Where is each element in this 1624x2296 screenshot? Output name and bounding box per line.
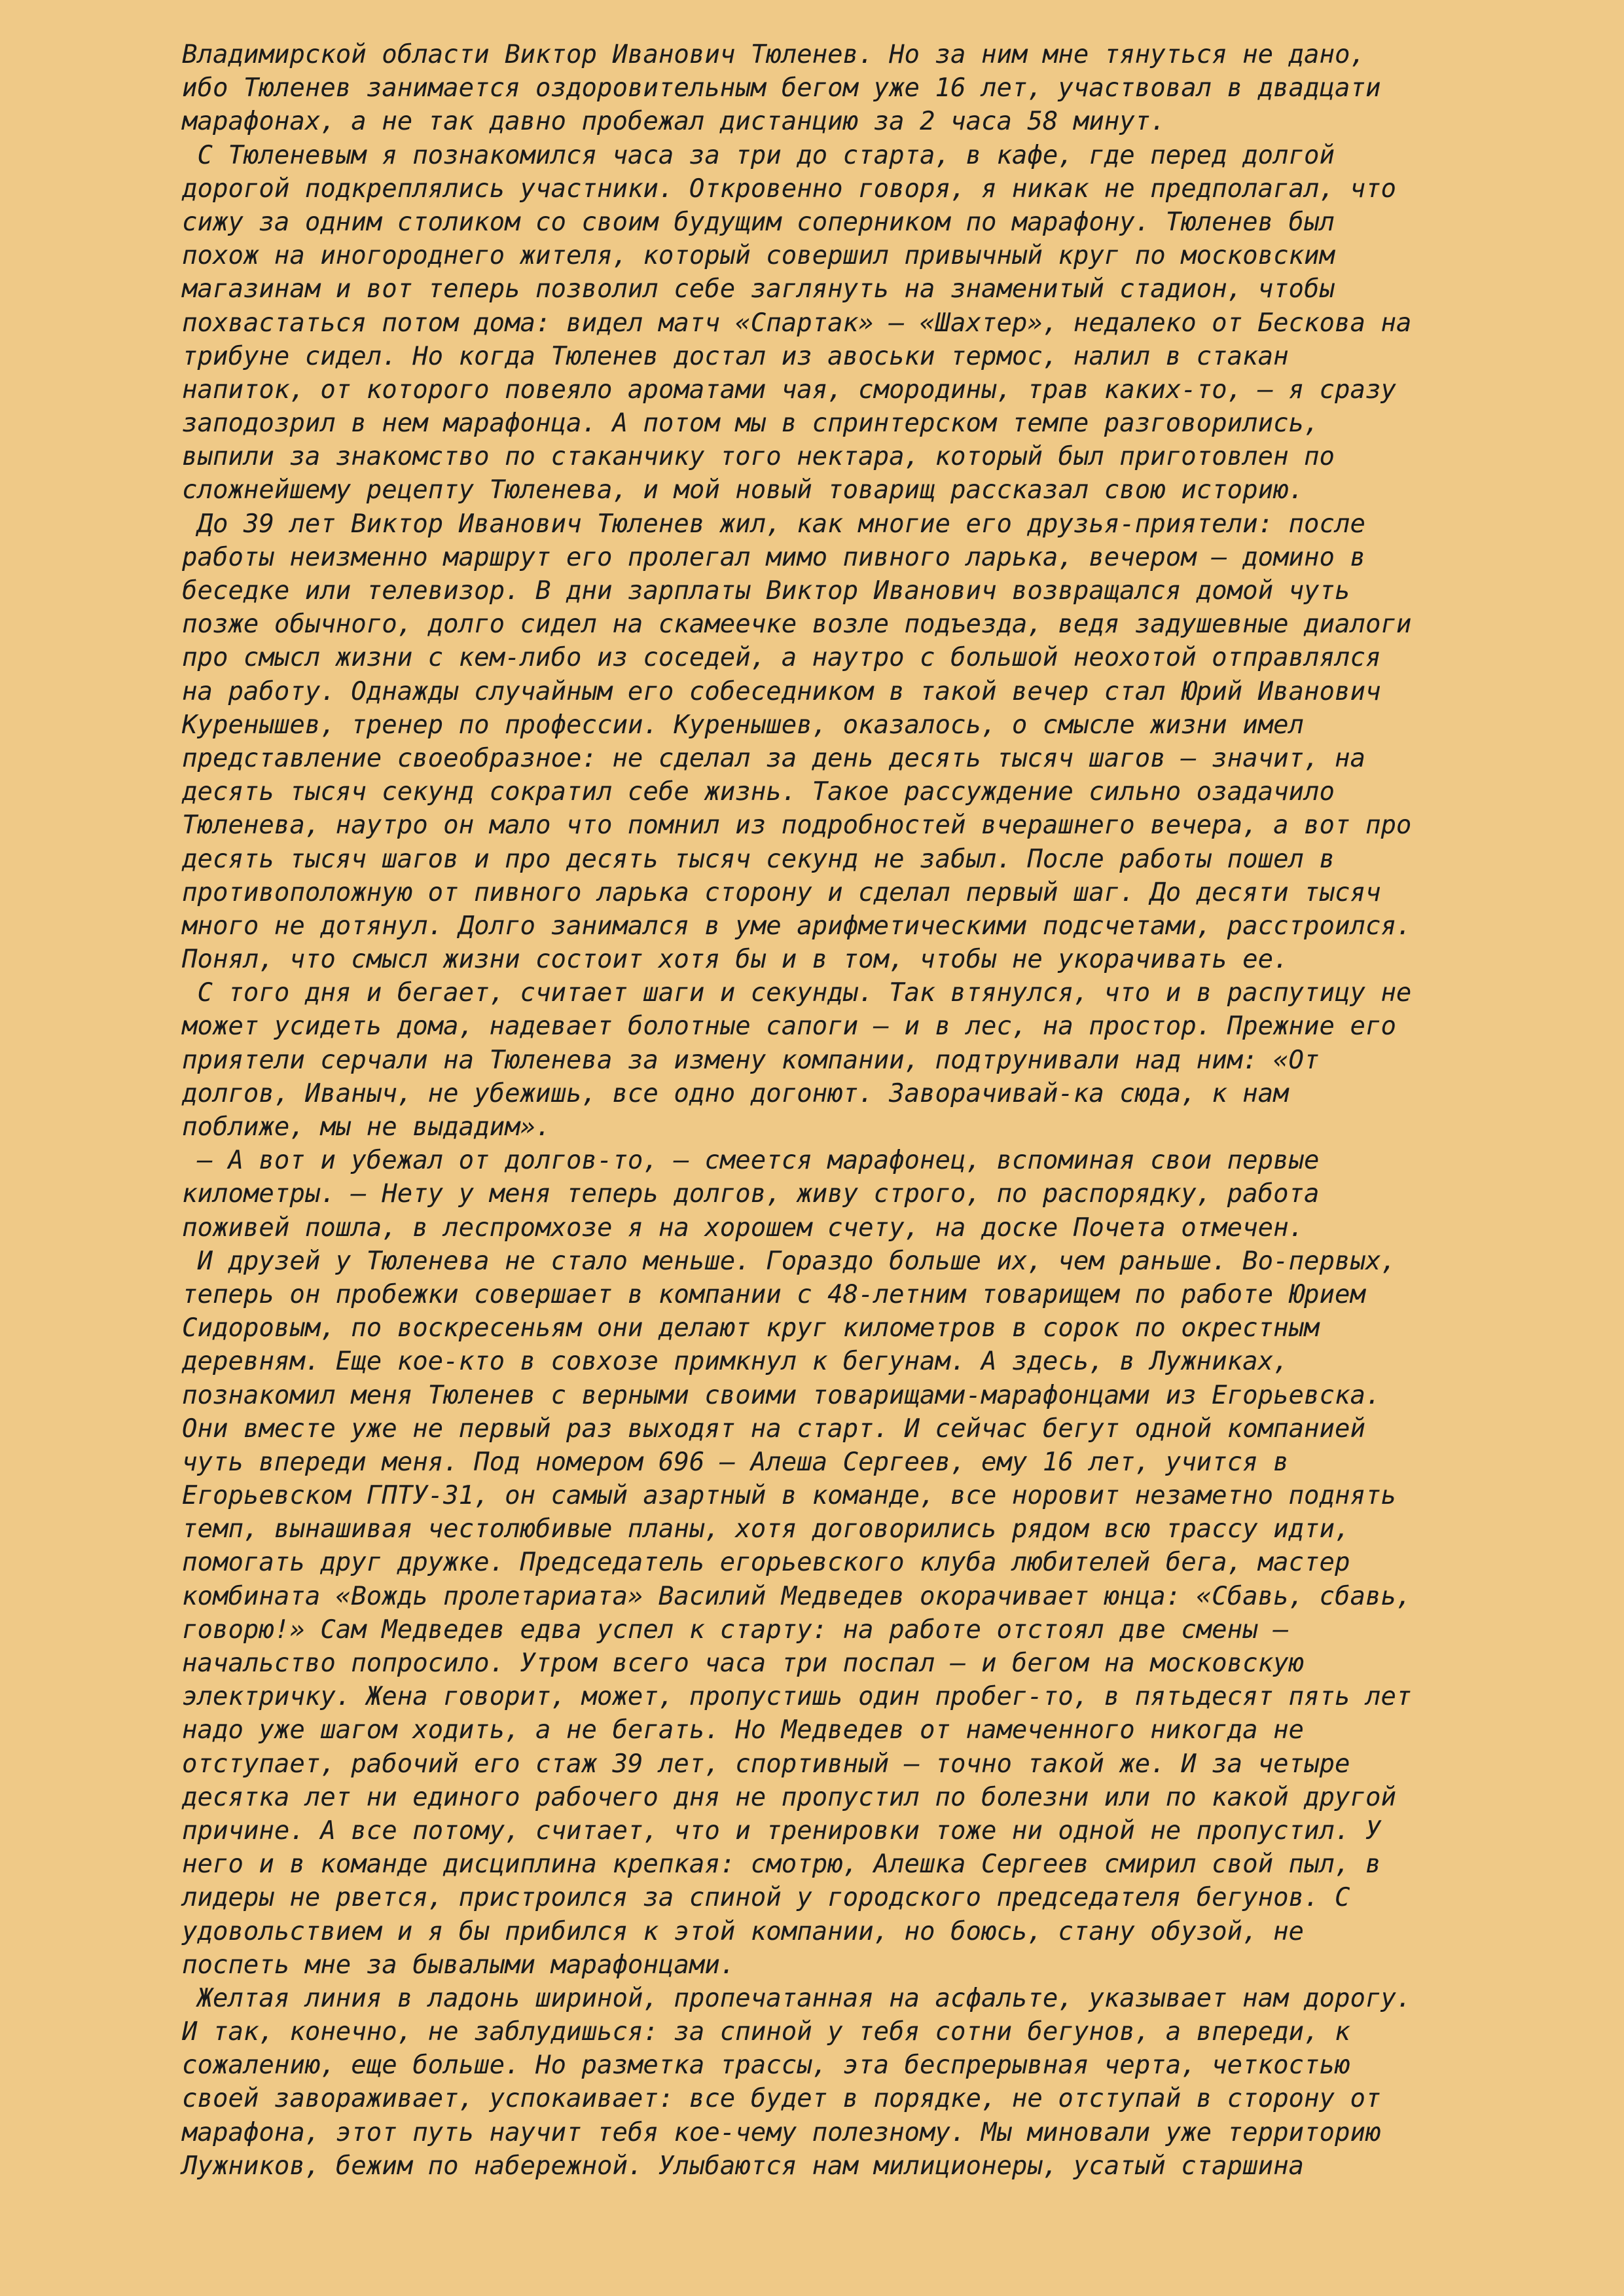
text-line: ибо Тюленев занимается оздоровительным бегом уже 16 лет, участвовал в двадцати <box>182 73 1381 103</box>
text-line: познакомил меня Тюленев с верными своими товарищами-марафонцами из Егорьевска. <box>182 1380 1381 1410</box>
text-line: удовольствием и я бы прибился к этой компании, но боюсь, стану обузой, не <box>182 1916 1305 1946</box>
text-line: Владимирской области Виктор Иванович Тюленев. Но за ним мне тянуться не дано, <box>182 40 1365 69</box>
text-line: Лужников, бежим по набережной. Улыбаются нам милиционеры, усатый старшина <box>182 2151 1305 2181</box>
text-line: километры. – Нету у меня теперь долгов, живу строго, по распорядку, работа <box>182 1179 1320 1209</box>
text-line: Тюленева, наутро он мало что помнил из подробностей вчерашнего вечера, а вот про <box>182 811 1412 841</box>
text-line: много не дотянул. Долго занимался в уме арифметическими подсчетами, расстроился. <box>182 911 1412 941</box>
text-line: темп, вынашивая честолюбивые планы, хотя договорились рядом всю трассу идти, <box>182 1514 1350 1544</box>
text-line: на работу. Однажды случайным его собеседником в такой вечер стал Юрий Иванович <box>182 676 1381 706</box>
text-line: него и в команде дисциплина крепкая: смотрю, Алешка Сергеев смирил свой пыл, в <box>182 1850 1381 1880</box>
text-line: комбината «Вождь пролетариата» Василий Медведев окорачивает юнца: «Сбавь, сбавь, <box>182 1581 1412 1611</box>
text-line: марафона, этот путь научит тебя кое-чему полезному. Мы миновали уже территорию <box>182 2117 1381 2147</box>
text-line: Желтая линия в ладонь шириной, пропечатанная на асфальте, указывает нам дорогу. <box>182 1983 1412 2013</box>
text-line: десять тысяч секунд сократил себе жизнь. Такое рассуждение сильно озадачило <box>182 777 1335 807</box>
text-line: поживей пошла, в леспромхозе я на хорошем счету, на доске Почета отмечен. <box>182 1212 1305 1243</box>
text-line: начальство попросило. Утром всего часа три поспал – и бегом на московскую <box>182 1649 1305 1678</box>
text-line: чуть впереди меня. Под номером 696 – Алеша Сергеев, ему 16 лет, учится в <box>182 1447 1289 1477</box>
text-line: противоположную от пивного ларька сторону и сделал первый шаг. До десяти тысяч <box>182 877 1381 907</box>
text-line: лидеры не рвется, пристроился за спиной у городского председателя бегунов. С <box>182 1883 1350 1913</box>
text-line: десятка лет ни единого рабочего дня не пропустил по болезни или по какой другой <box>182 1782 1396 1812</box>
text-line: помогать друг дружке. Председатель егорьевского клуба любителей бега, мастер <box>182 1548 1350 1578</box>
text-line: сложнейшему рецепту Тюленева, и мой новый товарищ рассказал свою историю. <box>182 475 1305 505</box>
text-line: Куренышев, тренер по профессии. Куренышев, оказалось, о смысле жизни имел <box>182 710 1305 740</box>
text-line: причине. А все потому, считает, что и тренировки тоже ни одной не пропустил. У <box>182 1815 1381 1846</box>
text-line: дорогой подкреплялись участники. Откровенно говоря, я никак не предполагал, что <box>182 173 1396 204</box>
text-line: марафонах, а не так давно пробежал дистанцию за 2 часа 58 минут. <box>182 107 1166 137</box>
text-line: С Тюленевым я познакомился часа за три до старта, в кафе, где перед долгой <box>182 140 1335 170</box>
text-line: похож на иногороднего жителя, который совершил привычный круг по московским <box>182 241 1335 271</box>
text-line: говорю!» Сам Медведев едва успел к старту: на работе отстоял две смены – <box>182 1614 1289 1645</box>
text-line: беседке или телевизор. В дни зарплаты Виктор Иванович возвращался домой чуть <box>182 576 1350 606</box>
text-line: Сидоровым, по воскресеньям они делают круг километров в сорок по окрестным <box>182 1313 1320 1343</box>
text-line: Егорьевском ГПТУ-31, он самый азартный в команде, все норовит незаметно поднять <box>182 1481 1396 1511</box>
text-line: позже обычного, долго сидел на скамеечке возле подъезда, ведя задушевные диалоги <box>182 610 1412 640</box>
text-line: может усидеть дома, надевает болотные сапоги – и в лес, на простор. Прежние его <box>182 1011 1396 1042</box>
text-line: – А вот и убежал от долгов-то, – смеется марафонец, вспоминая свои первые <box>182 1146 1320 1176</box>
text-line: сижу за одним столиком со своим будущим соперником по марафону. Тюленев был <box>182 207 1335 237</box>
text-line: приятели серчали на Тюленева за измену компании, подтрунивали над ним: «От <box>182 1045 1320 1075</box>
text-line: выпили за знакомство по стаканчику того нектара, который был приготовлен по <box>182 442 1335 472</box>
document-page <box>182 38 1491 2183</box>
text-line: отступает, рабочий его стаж 39 лет, спортивный – точно такой же. И за четыре <box>182 1749 1350 1779</box>
text-line: деревням. Еще кое-кто в совхозе примкнул к бегунам. А здесь, в Лужниках, <box>182 1347 1289 1377</box>
text-line: поспеть мне за бывалыми марафонцами. <box>182 1950 736 1980</box>
text-line: своей завораживает, успокаивает: все будет в порядке, не отступай в сторону от <box>182 2084 1381 2114</box>
text-line: трибуне сидел. Но когда Тюленев достал из авоськи термос, налил в стакан <box>182 341 1289 371</box>
text-line: работы неизменно маршрут его пролегал мимо пивного ларька, вечером – домино в <box>182 542 1365 572</box>
text-line: С того дня и бегает, считает шаги и секунды. Так втянулся, что и в распутицу не <box>182 978 1412 1008</box>
text-line: надо уже шагом ходить, а не бегать. Но Медведев от намеченного никогда не <box>182 1715 1305 1745</box>
text-line: Понял, что смысл жизни состоит хотя бы и в том, чтобы не укорачивать ее. <box>182 945 1289 975</box>
text-line: десять тысяч шагов и про десять тысяч секунд не забыл. После работы пошел в <box>182 844 1335 874</box>
text-line: поближе, мы не выдадим». <box>182 1112 551 1142</box>
text-line: теперь он пробежки совершает в компании с 48-летним товарищем по работе Юрием <box>182 1279 1365 1309</box>
text-line: электричку. Жена говорит, может, пропустишь один пробег-то, в пятьдесят пять лет <box>182 1682 1412 1712</box>
text-line: И друзей у Тюленева не стало меньше. Гораздо больше их, чем раньше. Во-первых, <box>182 1246 1396 1276</box>
text-line: напиток, от которого повеяло ароматами чая, смородины, трав каких-то, – я сразу <box>182 374 1396 405</box>
text-line: До 39 лет Виктор Иванович Тюленев жил, как многие его друзья-приятели: после <box>182 509 1365 539</box>
text-line: похвастаться потом дома: видел матч «Спартак» – «Шахтер», недалеко от Бескова на <box>182 308 1412 338</box>
text-line: Они вместе уже не первый раз выходят на старт. И сейчас бегут одной компанией <box>182 1413 1365 1444</box>
text-line: магазинам и вот теперь позволил себе заглянуть на знаменитый стадион, чтобы <box>182 274 1335 304</box>
text-line: И так, конечно, не заблудишься: за спиной у тебя сотни бегунов, а впереди, к <box>182 2017 1350 2047</box>
text-line: заподозрил в нем марафонца. А потом мы в спринтерском темпе разговорились, <box>182 409 1320 439</box>
text-line: представление своеобразное: не сделал за день десять тысяч шагов – значит, на <box>182 743 1365 773</box>
text-line: про смысл жизни с кем-либо из соседей, а наутро с большой неохотой отправлялся <box>182 643 1381 673</box>
text-line: долгов, Иваныч, не убежишь, все одно догонют. Заворачивай-ка сюда, к нам <box>182 1078 1289 1108</box>
text-line: сожалению, еще больше. Но разметка трассы, эта беспрерывная черта, четкостью <box>182 2050 1350 2081</box>
